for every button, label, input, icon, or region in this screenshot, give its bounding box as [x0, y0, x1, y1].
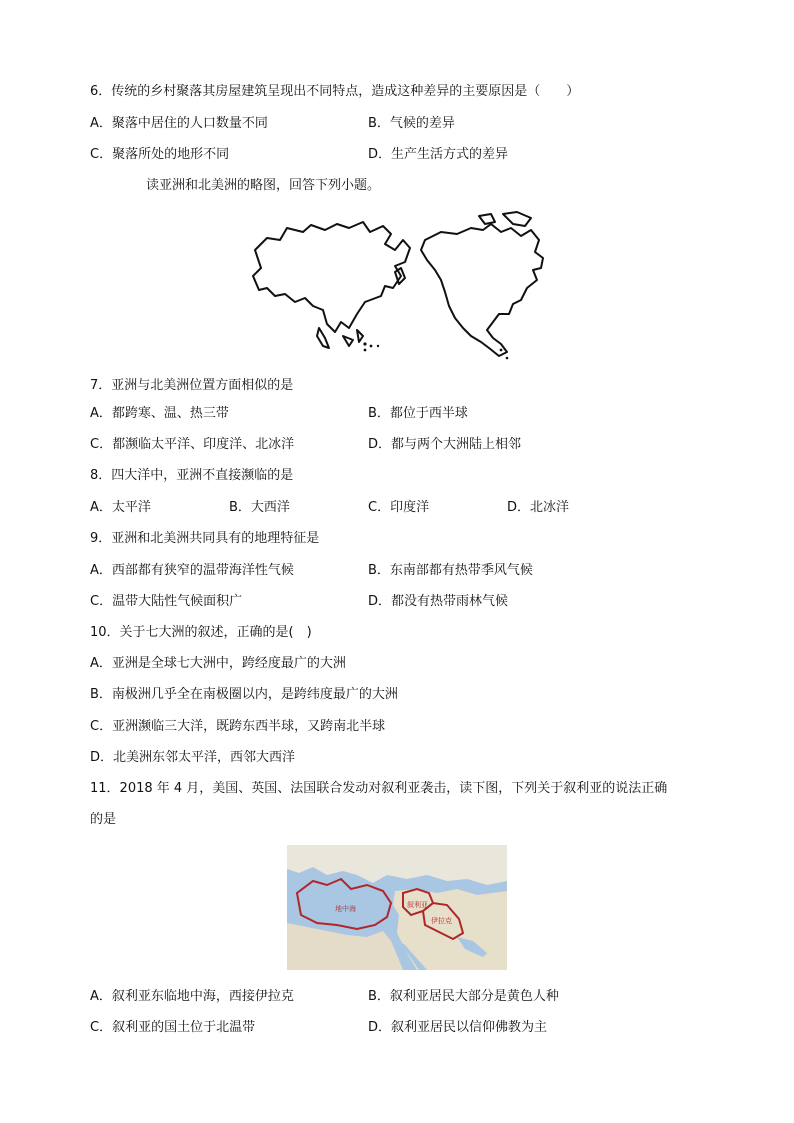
- north-america-outline: [421, 224, 543, 356]
- q9-option-b: B．东南部都有热带季风气候: [368, 563, 533, 578]
- q10-option-a: A．亚洲是全球七大洲中，跨经度最广的大洲: [90, 656, 346, 671]
- mediterranean-label: 地中海: [335, 905, 356, 913]
- q11-stem-line2: 的是: [90, 812, 117, 827]
- q7-option-d: D．都与两个大洲陆上相邻: [368, 437, 522, 452]
- q8-option-b: B．大西洋: [229, 500, 290, 515]
- continents-outline-map: [245, 210, 565, 365]
- q6-option-a: A．聚落中居住的人口数量不同: [90, 116, 268, 131]
- asia-outline: [253, 222, 410, 332]
- syria-label: 叙利亚: [407, 901, 428, 909]
- q7-option-a: A．都跨寒、温、热三带: [90, 406, 229, 421]
- q11-option-c: C．叙利亚的国土位于北温带: [90, 1020, 256, 1035]
- q8-option-c: C．印度洋: [368, 500, 430, 515]
- middle-east-map: [287, 845, 507, 970]
- q10-stem: 10．关于七大洲的叙述，正确的是( ): [90, 625, 312, 640]
- q6-option-b: B．气候的差异: [368, 116, 455, 131]
- q6-option-d: D．生产生活方式的差异: [368, 147, 509, 162]
- q10-option-d: D．北美洲东邻太平洋，西邻大西洋: [90, 750, 296, 765]
- q8-option-a: A．太平洋: [90, 500, 151, 515]
- q11-option-d: D．叙利亚居民以信仰佛教为主: [368, 1020, 548, 1035]
- q8-option-d: D．北冰洋: [507, 500, 570, 515]
- q9-option-c: C．温带大陆性气候面积广: [90, 594, 243, 609]
- q6-option-c: C．聚落所处的地形不同: [90, 147, 230, 162]
- intro-text: 读亚洲和北美洲的略图，回答下列小题。: [146, 178, 381, 193]
- iraq-label: 伊拉克: [431, 917, 452, 925]
- q9-stem: 9．亚洲和北美洲共同具有的地理特征是: [90, 531, 320, 546]
- q11-option-b: B．叙利亚居民大部分是黄色人种: [368, 989, 559, 1004]
- q9-option-a: A．西部都有狭窄的温带海洋性气候: [90, 563, 294, 578]
- q11-stem-line1: 11．2018 年 4 月，美国、英国、法国联合发动对叙利亚袭击，读下图，下列关于叙利亚的说法正确: [90, 781, 668, 796]
- q8-stem: 8．四大洋中，亚洲不直接濒临的是: [90, 468, 294, 483]
- q11-option-a: A．叙利亚东临地中海，西接伊拉克: [90, 989, 294, 1004]
- q7-option-c: C．都濒临太平洋、印度洋、北冰洋: [90, 437, 295, 452]
- q6-stem: 6．传统的乡村聚落其房屋建筑呈现出不同特点，造成这种差异的主要原因是（ ）: [90, 84, 580, 99]
- q9-option-d: D．都没有热带雨林气候: [368, 594, 509, 609]
- q10-option-c: C．亚洲濒临三大洋，既跨东西半球，又跨南北半球: [90, 719, 386, 734]
- q7-stem: 7．亚洲与北美洲位置方面相似的是: [90, 378, 294, 393]
- q10-option-b: B．南极洲几乎全在南极圈以内，是跨纬度最广的大洲: [90, 687, 398, 702]
- q7-option-b: B．都位于西半球: [368, 406, 468, 421]
